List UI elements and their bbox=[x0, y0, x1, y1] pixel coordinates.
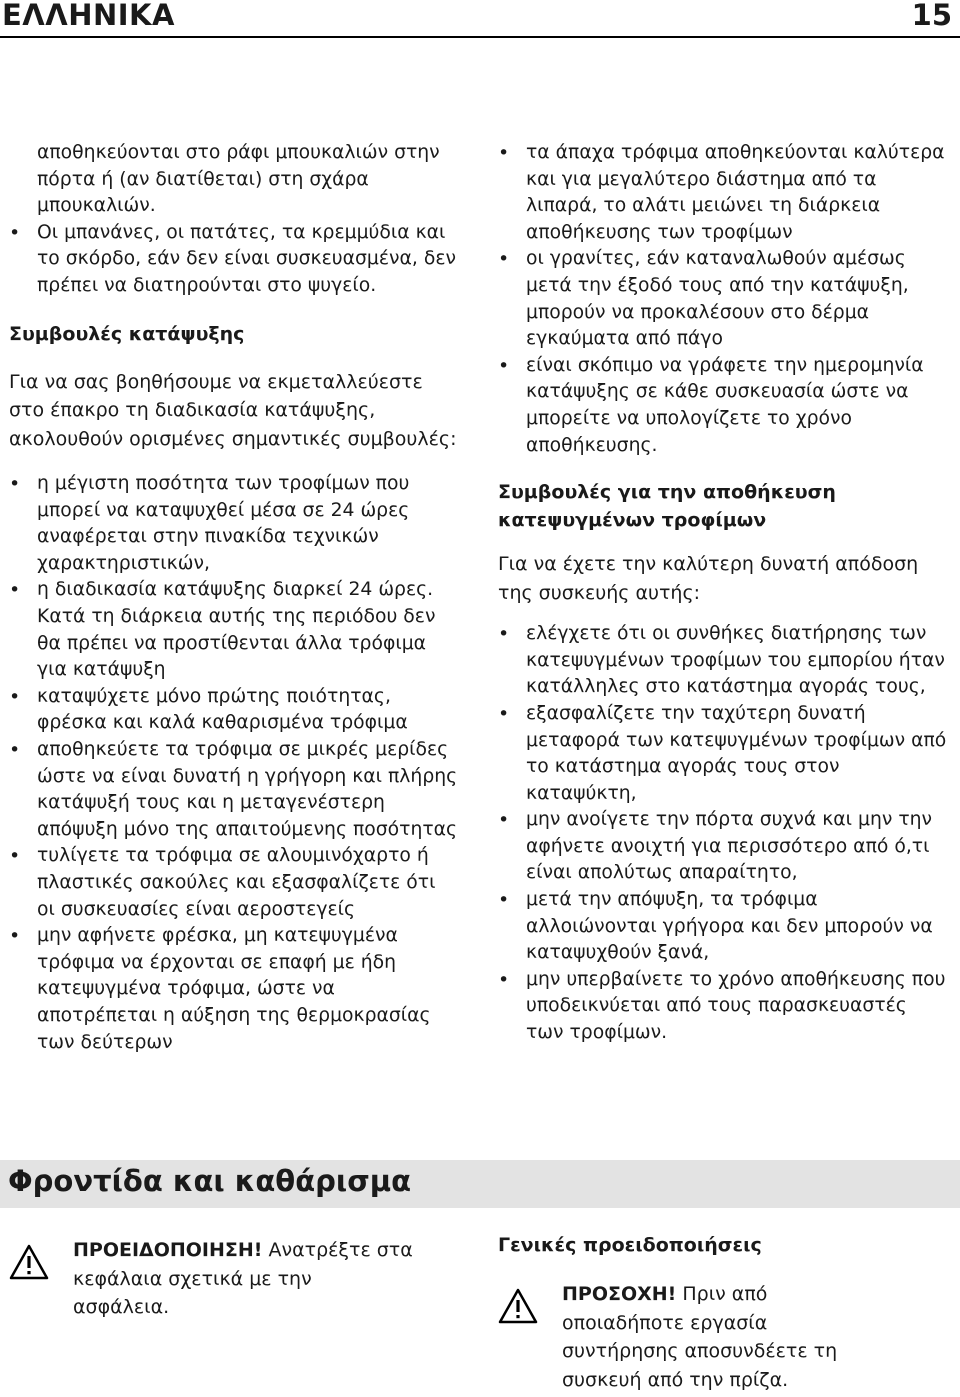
list-item: • εξασφαλίζετε την ταχύτερη δυνατή μεταφορά των κατεψυγμένων τροφίμων από το κατάστημα αγοράς τους στον καταψύκτη, bbox=[498, 701, 948, 807]
list-item: • οι γρανίτες, εάν καταναλωθούν αμέσως μετά την έξοδό τους από την κατάψυξη, μπορούν να προκαλέσουν στο δέρμα εγκαύματα από πάγο bbox=[498, 246, 948, 352]
page-header bbox=[0, 0, 960, 38]
warning-triangle-icon bbox=[498, 1288, 538, 1324]
list-item: • μην αφήνετε φρέσκα, μη κατεψυγμένα τρόφιμα να έρχονται σε επαφή με ήδη κατεψυγμένα τρόφιμα, ώστε να αποτρέπεται η αύξηση της θερμοκρασίας των δεύτερων bbox=[9, 923, 459, 1056]
storage-intro: Για να έχετε την καλύτερη δυνατή απόδοση της συσκευής αυτής: bbox=[498, 553, 919, 604]
caution-text: Πριν από οποιαδήποτε εργασία συντήρησης αποσυνδέετε τη συσκευή από την πρίζα. bbox=[562, 1283, 838, 1391]
warning-block bbox=[9, 1236, 449, 1336]
list-item: • μετά την απόψυξη, τα τρόφιμα αλλοιώνονται γρήγορα και δεν μπορούν να καταψυχθούν ξανά, bbox=[498, 887, 948, 967]
caution-block bbox=[498, 1280, 938, 1395]
list-item: • η μέγιστη ποσότητα των τροφίμων που μπορεί να καταψυχθεί μέσα σε 24 ώρες αναφέρεται στην πινακίδα τεχνικών χαρακτηριστικών, bbox=[9, 471, 459, 577]
top-bullet-list bbox=[9, 220, 459, 300]
list-item: • αποθηκεύετε τα τρόφιμα σε μικρές μερίδες ώστε να είναι δυνατή η γρήγορη και πλήρης κατάψυξή τους και η μεταγενέστερη απόψυξη μόνο της απαιτούμενης ποσότητας bbox=[9, 737, 459, 843]
page-number: 15 bbox=[911, 0, 952, 32]
list-item: • μην ανοίγετε την πόρτα συχνά και μην την αφήνετε ανοιχτή για περισσότερο από ό,τι είναι απολύτως απαραίτητο, bbox=[498, 807, 948, 887]
freezing-bullet-list bbox=[9, 471, 459, 1056]
section-band bbox=[0, 1160, 960, 1208]
general-warnings-heading: Γενικές προειδοποιήσεις bbox=[498, 1234, 762, 1256]
storage-bullet-list bbox=[498, 621, 948, 1047]
list-item: • είναι σκόπιμο να γράφετε την ημερομηνία κατάψυξης σε κάθε συσκευασία ώστε να μπορείτε να υπολογίζετε το χρόνο αποθήκευσης. bbox=[498, 353, 948, 459]
list-item: • τυλίγετε τα τρόφιμα σε αλουμινόχαρτο ή πλαστικές σακούλες και εξασφαλίζετε ότι οι συσκευασίες είναι αεροστεγείς bbox=[9, 843, 459, 923]
freezing-intro: Για να σας βοηθήσουμε να εκμεταλλεύεστε στο έπακρο τη διαδικασία κατάψυξης, ακολουθούν ορισμένες σημαντικές συμβουλές: bbox=[9, 370, 457, 450]
list-item: • ελέγχετε ότι οι συνθήκες διατήρησης των κατεψυγμένων τροφίμων του εμπορίου ήταν κατάλληλες στο κατάστημα αγοράς τους, bbox=[498, 621, 948, 701]
list-item: • Οι μπανάνες, οι πατάτες, τα κρεμμύδια και το σκόρδο, εάν δεν είναι συσκευασμένα, δεν πρέπει να διατηρούνται στο ψυγείο. bbox=[9, 220, 459, 300]
list-item: • τα άπαχα τρόφιμα αποθηκεύονται καλύτερα και για μεγαλύτερο διάστημα από τα λιπαρά, το αλάτι μειώνει τη διάρκεια αποθήκευσης των τροφίμων bbox=[498, 140, 948, 246]
continued-text: αποθηκεύονται στο ράφι μπουκαλιών στην πόρτα ή (αν διατίθεται) στη σχάρα μπουκαλιών. bbox=[37, 142, 440, 217]
section-title: Φροντίδα και καθάρισμα bbox=[8, 1164, 412, 1198]
right-top-bullet-list bbox=[498, 140, 948, 459]
list-item: • μην υπερβαίνετε το χρόνο αποθήκευσης που υποδεικνύεται από τους παρασκευαστές των τροφίμων. bbox=[498, 967, 948, 1047]
right-column bbox=[498, 140, 948, 1047]
warning-triangle-icon bbox=[9, 1244, 49, 1280]
warning-text: Ανατρέξτε στα κεφάλαια σχετικά με την ασφάλεια. bbox=[73, 1239, 413, 1318]
warning-label: ΠΡΟΕΙΔΟΠΟΙΗΣΗ! bbox=[73, 1239, 263, 1261]
caution-label: ΠΡΟΣΟΧΗ! bbox=[562, 1283, 677, 1305]
language-label: ΕΛΛΗΝΙΚΑ bbox=[2, 0, 175, 32]
list-item: • η διαδικασία κατάψυξης διαρκεί 24 ώρες. Κατά τη διάρκεια αυτής της περιόδου δεν θα πρέπει να προστίθενται άλλα τρόφιμα για κατάψυξη bbox=[9, 577, 459, 683]
storage-heading: Συμβουλές για την αποθήκευση κατεψυγμένων τροφίμων bbox=[498, 481, 836, 532]
freezing-heading: Συμβουλές κατάψυξης bbox=[9, 322, 245, 345]
left-column bbox=[9, 140, 459, 1056]
list-item: • καταψύχετε μόνο πρώτης ποιότητας, φρέσκα και καλά καθαρισμένα τρόφιμα bbox=[9, 684, 459, 737]
